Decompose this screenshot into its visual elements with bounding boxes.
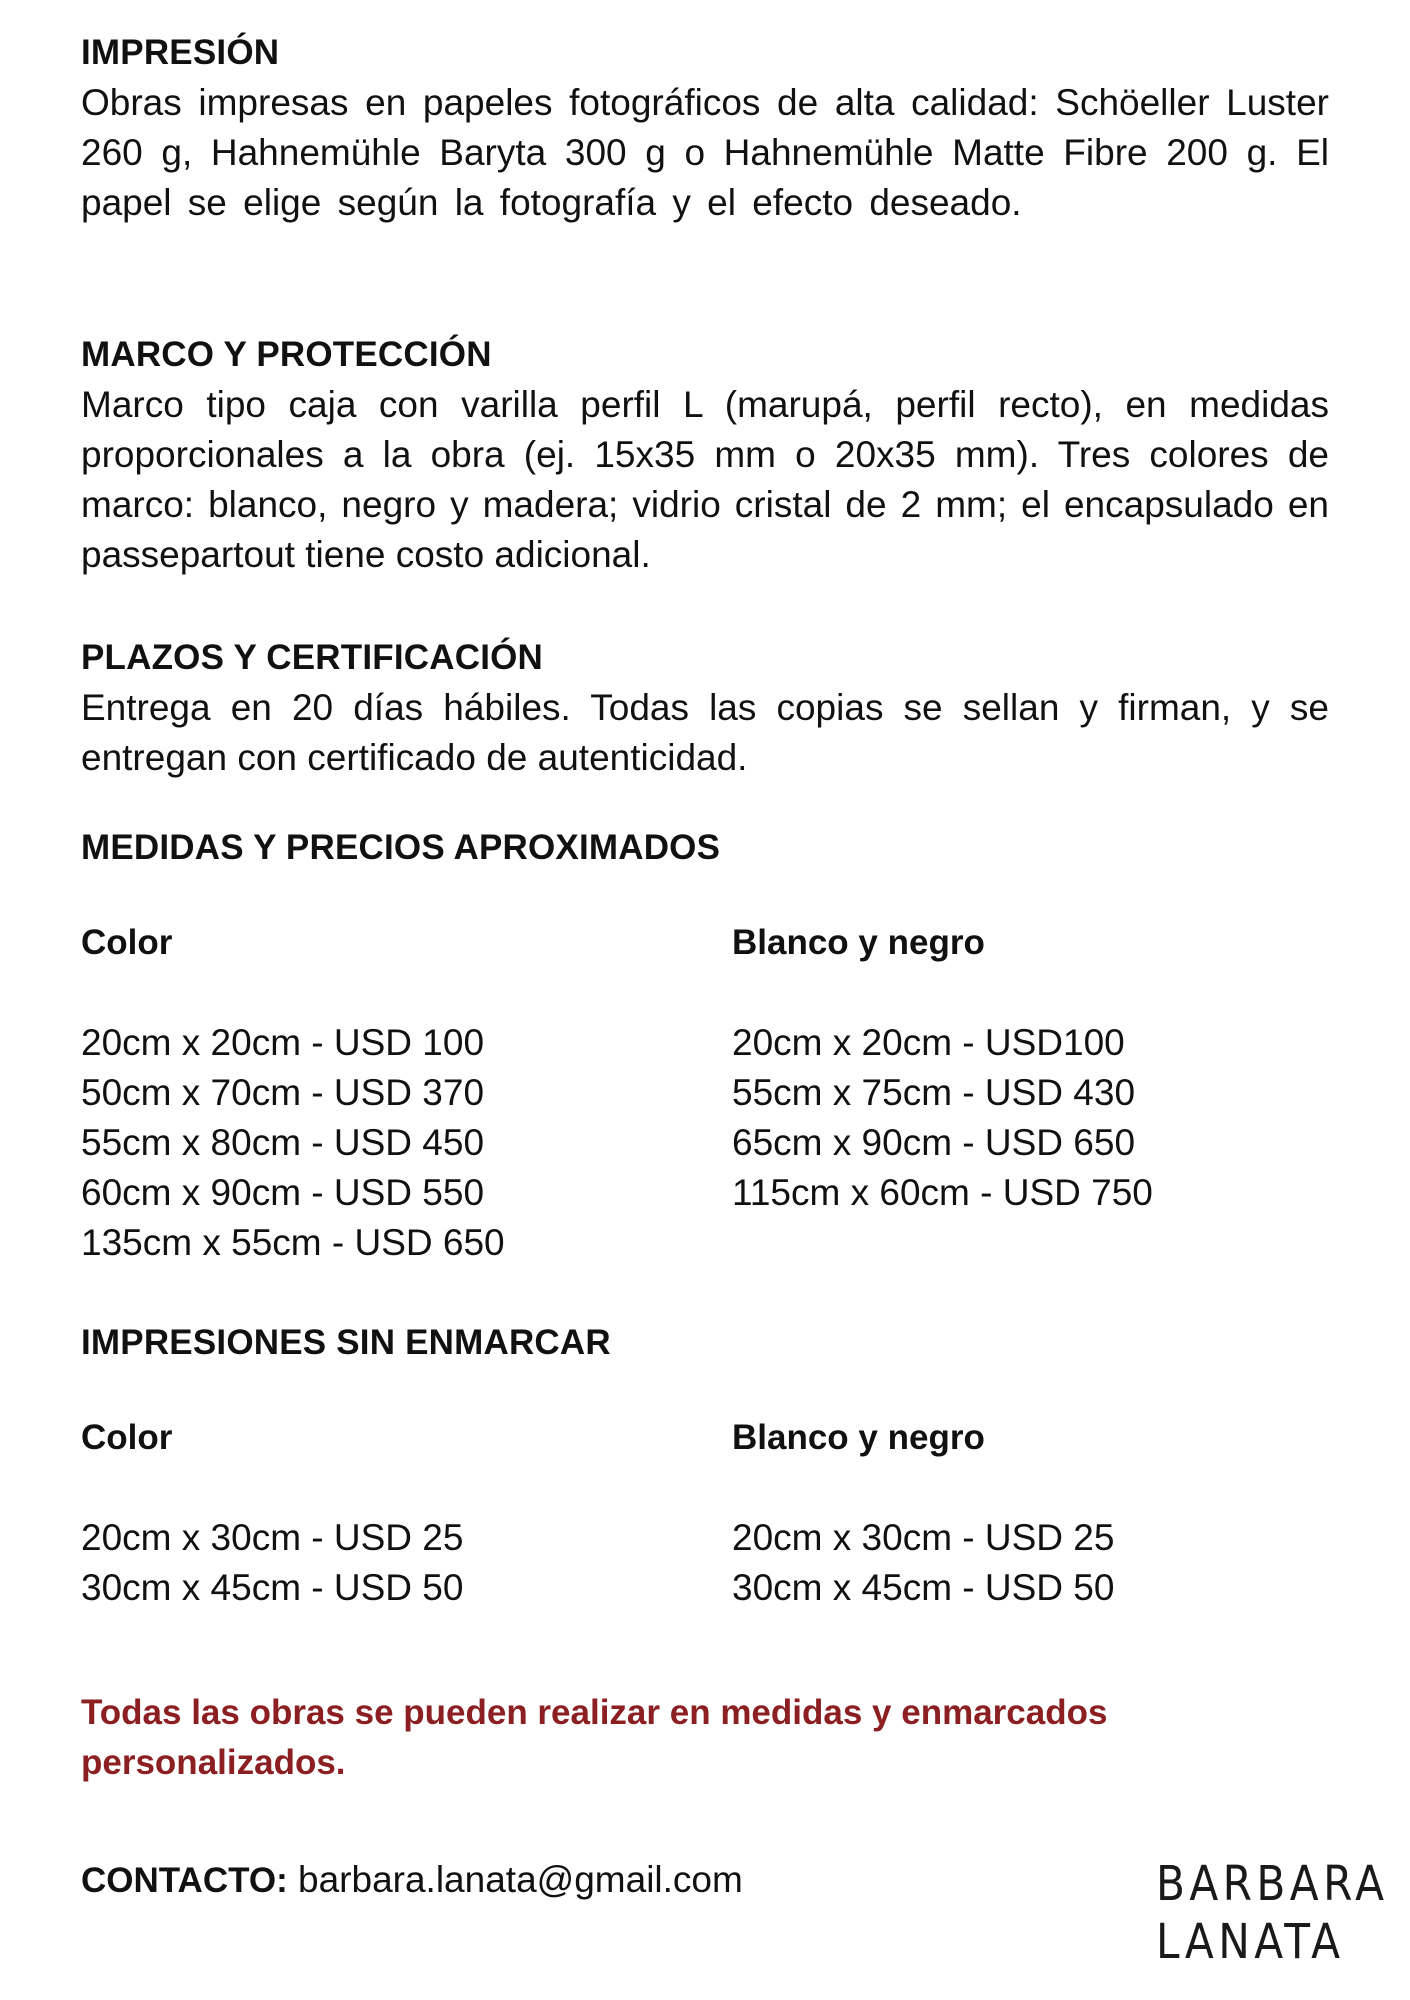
framed-color-list — [81, 1018, 505, 1268]
section-marco — [81, 330, 1329, 580]
section-plazos — [81, 633, 1329, 783]
contact-line — [81, 1855, 1329, 1906]
contact — [81, 1855, 1329, 1906]
list-item: 55cm x 80cm - USD 450 — [81, 1122, 485, 1163]
contact-label: CONTACTO: — [81, 1861, 288, 1900]
framed-bw-list — [732, 1018, 1153, 1218]
unframed-color-title: Color — [81, 1418, 173, 1457]
list-item: 55cm x 75cm - USD 430 — [732, 1072, 1136, 1113]
framed-color-title: Color — [81, 923, 173, 962]
section-title-impresion: IMPRESIÓN — [81, 33, 280, 72]
brand-logo — [1156, 1855, 1388, 1971]
logo-line-1: BARBARA — [1156, 1856, 1389, 1912]
unframed-color-column — [81, 1413, 463, 1613]
list-item: 30cm x 45cm - USD 50 — [732, 1567, 1115, 1608]
unframed-bw-column — [732, 1413, 1114, 1613]
section-medidas — [81, 823, 1329, 873]
unframed-bw-list — [732, 1513, 1114, 1613]
list-item: 115cm x 60cm - USD 750 — [732, 1172, 1153, 1213]
unframed-bw-title: Blanco y negro — [732, 1418, 985, 1457]
list-item: 20cm x 30cm - USD 25 — [81, 1517, 464, 1558]
section-title-marco: MARCO Y PROTECCIÓN — [81, 335, 492, 374]
unframed-color-list — [81, 1513, 463, 1613]
logo-line-2: LANATA — [1156, 1914, 1345, 1970]
section-title-medidas: MEDIDAS Y PRECIOS APROXIMADOS — [81, 828, 721, 867]
list-item: 135cm x 55cm - USD 650 — [81, 1222, 505, 1263]
list-item: 20cm x 30cm - USD 25 — [732, 1517, 1115, 1558]
section-impresion — [81, 28, 1329, 228]
custom-note-text: Todas las obras se pueden realizar en medidas y enmarcados personalizados. — [81, 1693, 1108, 1782]
list-item: 60cm x 90cm - USD 550 — [81, 1172, 485, 1213]
framed-bw-column — [732, 918, 1153, 1218]
custom-note — [81, 1688, 1291, 1788]
list-item: 20cm x 20cm - USD100 — [732, 1022, 1125, 1063]
section-title-sin-enmarcar: IMPRESIONES SIN ENMARCAR — [81, 1323, 611, 1362]
section-title-plazos: PLAZOS Y CERTIFICACIÓN — [81, 638, 544, 677]
list-item: 50cm x 70cm - USD 370 — [81, 1072, 485, 1113]
section-body-impresion: Obras impresas en papeles fotográficos de alta calidad: Schöeller Luster 260 g, Hahnemühle Baryta 300 g o Hahnemühle Matte Fibre 200 g. El papel se elige según la fotografía y el efecto deseado. — [81, 82, 1329, 223]
list-item: 20cm x 20cm - USD 100 — [81, 1022, 485, 1063]
list-item: 30cm x 45cm - USD 50 — [81, 1567, 464, 1608]
framed-bw-title: Blanco y negro — [732, 923, 985, 962]
contact-email-link[interactable]: barbara.lanata@gmail.com — [298, 1859, 743, 1900]
section-body-plazos: Entrega en 20 días hábiles. Todas las copias se sellan y firman, y se entregan con certificado de autenticidad. — [81, 687, 1329, 778]
section-sin-enmarcar — [81, 1318, 1329, 1368]
framed-color-column — [81, 918, 505, 1268]
section-body-marco: Marco tipo caja con varilla perfil L (marupá, perfil recto), en medidas proporcionales a la obra (ej. 15x35 mm o 20x35 mm). Tres colores de marco: blanco, negro y madera; vidrio cristal de 2 mm; el encapsulado en passepartout tiene costo adicional. — [81, 384, 1329, 575]
list-item: 65cm x 90cm - USD 650 — [732, 1122, 1136, 1163]
